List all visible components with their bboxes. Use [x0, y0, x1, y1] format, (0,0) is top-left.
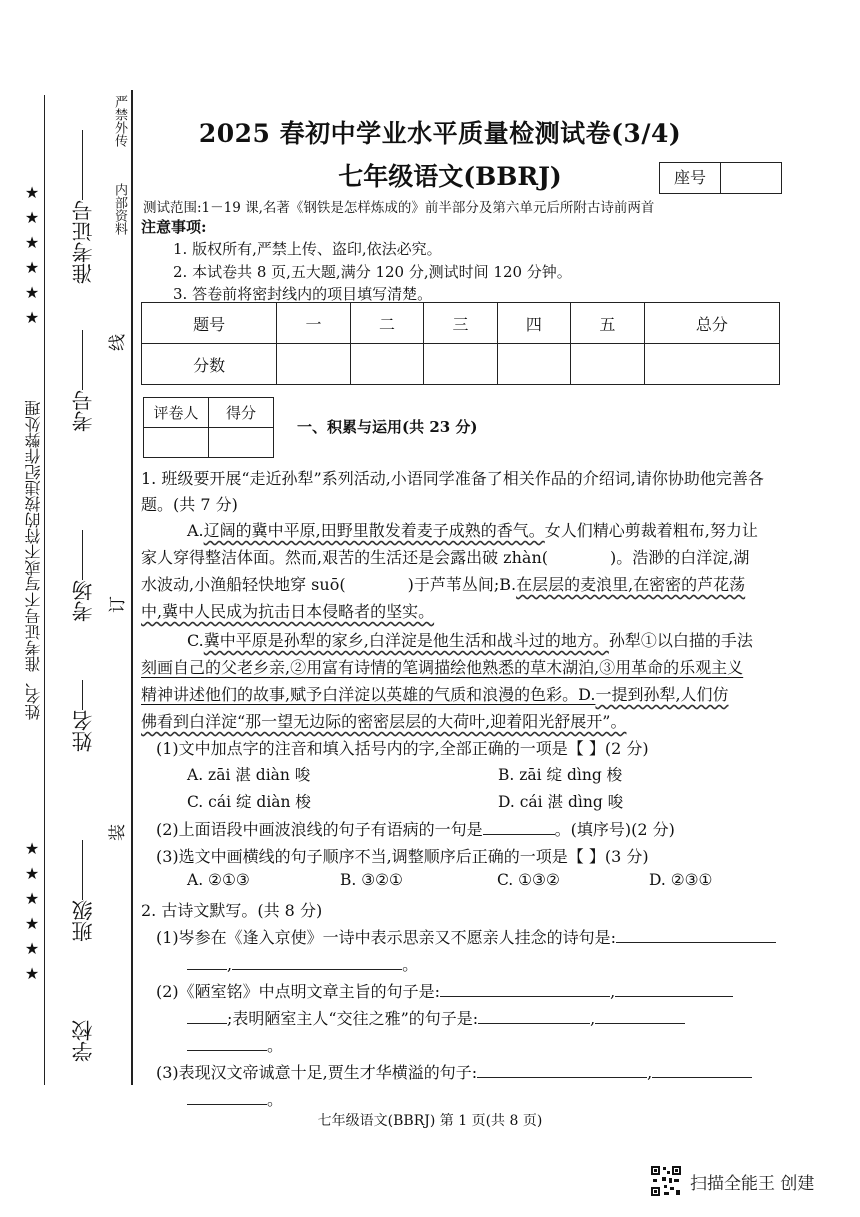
answer-blank[interactable]	[187, 1089, 267, 1105]
q2-part2-end: 。	[187, 1033, 283, 1056]
answer-blank[interactable]	[483, 819, 555, 835]
star-column-top: ★ ★ ★ ★ ★ ★	[22, 180, 42, 330]
seat-input[interactable]	[721, 163, 781, 193]
seat-label: 座号	[660, 163, 721, 193]
star-icon: ★	[24, 183, 40, 202]
no-outside-label: 严禁外传	[112, 95, 127, 147]
score-table	[141, 302, 780, 385]
grader-table	[143, 397, 274, 458]
table-header-cell: 四	[497, 303, 570, 344]
score-cell[interactable]	[644, 344, 779, 385]
table-header-cell: 总分	[644, 303, 779, 344]
seat-number-box[interactable]	[659, 162, 782, 194]
wavy-sentence-c: 冀中平原是孙犁的家乡,白洋淀是他生活和战斗过的地方。	[203, 631, 609, 650]
binding-rule	[131, 90, 133, 1085]
answer-blank[interactable]	[187, 1008, 227, 1024]
internal-label: 内部资料	[112, 183, 127, 235]
subquestion-2: (2)上面语段中画波浪线的句子有语病的一句是 。(填序号)(2 分)	[156, 820, 675, 839]
scanner-watermark	[650, 1165, 814, 1197]
passage-c-line: C.冀中平原是孙犁的家乡,白洋淀是他生活和战斗过的地方。孙犁①以白描的手法	[187, 631, 753, 650]
passage-line	[141, 709, 626, 732]
q1-stem-cont: 题。(共 7 分)	[141, 495, 238, 514]
answer-blank[interactable]	[616, 927, 776, 943]
passage-line	[141, 655, 743, 678]
table-header-cell: 二	[350, 303, 423, 344]
passage-a-line: A.辽阔的冀中平原,田野里散发着麦子成熟的香气。女人们精心剪裁着粗布,努力让	[187, 521, 758, 540]
points-cell[interactable]	[209, 428, 274, 458]
notice-item: 3. 答卷前将密封线内的项目填写清楚。	[173, 285, 433, 303]
answer-blank[interactable]	[187, 1035, 267, 1051]
subquestion-1: (1)文中加点字的注音和填入括号内的字,全部正确的一项是【 】(2 分)	[156, 739, 649, 758]
q2-part1-cont: , 。	[187, 952, 418, 975]
q1-stem: 1. 班级要开展“走近孙犁”系列活动,小语同学准备了相关作品的介绍词,请你协助他完善各	[141, 469, 764, 488]
exam-number-field[interactable]: 考号	[66, 330, 96, 432]
table-row	[142, 344, 780, 385]
score-cell[interactable]	[350, 344, 423, 385]
wavy-sentence-b-cont: 中,冀中人民成为抗击日本侵略者的坚实。	[141, 602, 435, 621]
exam-subtitle: 七年级语文(BBRJ)	[338, 162, 562, 191]
exam-room-field[interactable]: 考场	[66, 530, 96, 622]
score-cell[interactable]	[497, 344, 570, 385]
seal-mark-pack: 装	[108, 824, 128, 841]
star-icon: ★	[24, 839, 40, 858]
answer-blank[interactable]	[595, 1008, 685, 1024]
q2-part2-cont: ;表明陋室主人“交往之雅”的句子是: ,	[187, 1006, 685, 1029]
notice-title: 注意事项:	[141, 218, 207, 236]
subquestion-3: (3)选文中画横线的句子顺序不当,调整顺序后正确的一项是【 】(3 分)	[156, 847, 649, 866]
q2-part1: (1)岑参在《逢入京使》一诗中表示思亲又不愿亲人挂念的诗句是:	[156, 925, 776, 948]
option-d[interactable]: D. ②③①	[649, 871, 713, 889]
answer-blank[interactable]	[440, 981, 610, 997]
table-header-cell: 三	[424, 303, 497, 344]
passage-line: 精神讲述他们的故事,赋予白洋淀以英雄的气质和浪漫的色彩。D.一提到孙犁,人们仿	[141, 685, 729, 704]
notice-item: 2. 本试卷共 8 页,五大题,满分 120 分,测试时间 120 分钟。	[173, 263, 572, 281]
wavy-sentence-d: 一提到孙犁,人们仿	[595, 685, 729, 704]
score-row-label: 分数	[142, 344, 277, 385]
wavy-sentence-d-cont: 佛看到白洋淀“那一望无边际的密密层层的大荷叶,迎着阳光舒展开”。	[141, 712, 627, 731]
q2-part3-end: 。	[187, 1087, 283, 1110]
score-cell[interactable]	[571, 344, 644, 385]
table-header-cell: 一	[277, 303, 350, 344]
section-heading: 一、积累与运用(共 23 分)	[297, 418, 478, 436]
notice-item: 1. 版权所有,严禁上传、盗印,依法必究。	[173, 240, 442, 258]
binding-notice: 姓名、准考证号不写或不符的按违纪作弊处理	[24, 400, 43, 720]
table-row	[142, 303, 780, 344]
answer-blank[interactable]	[187, 954, 227, 970]
q2-part3: (3)表现汉文帝诚意十足,贾生才华横溢的句子: ,	[156, 1060, 752, 1083]
answer-blank[interactable]	[652, 1062, 752, 1078]
name-field[interactable]: 姓名	[66, 680, 96, 752]
table-header-cell: 五	[571, 303, 644, 344]
q2-stem: 2. 古诗文默写。(共 8 分)	[141, 901, 323, 920]
option-d[interactable]: D. cái 湛 dìng 唆	[498, 793, 624, 811]
grader-label: 评卷人	[144, 398, 209, 428]
score-cell[interactable]	[424, 344, 497, 385]
option-a[interactable]: A. ②①③	[187, 871, 250, 889]
option-c[interactable]: C. cái 绽 diàn 梭	[187, 793, 311, 811]
option-a[interactable]: A. zāi 湛 diàn 唆	[187, 766, 311, 784]
wavy-sentence-a: 辽阔的冀中平原,田野里散发着麦子成熟的香气。	[203, 521, 545, 540]
answer-blank[interactable]	[232, 954, 402, 970]
q2-part2: (2)《陋室铭》中点明文章主旨的句子是: ,	[156, 979, 733, 1002]
page-footer: 七年级语文(BBRJ) 第 1 页(共 8 页)	[317, 1113, 543, 1129]
underlined-sentences: 刻画自己的父老乡亲,②用富有诗情的笔调描绘他熟悉的草木湖泊,③用革命的乐观主义	[141, 658, 744, 677]
option-b[interactable]: B. ③②①	[340, 871, 403, 889]
option-b[interactable]: B. zāi 绽 dìng 梭	[498, 766, 623, 784]
exam-title: 2025 春初中学业水平质量检测试卷(3/4)	[198, 119, 682, 148]
answer-blank[interactable]	[478, 1008, 590, 1024]
option-c[interactable]: C. ①③②	[497, 871, 560, 889]
passage-line	[141, 599, 434, 622]
star-column-bottom: ★ ★ ★ ★ ★ ★	[22, 836, 42, 986]
scanner-label: 扫描全能王 创建	[690, 1173, 815, 1194]
grader-cell[interactable]	[144, 428, 209, 458]
wavy-sentence-b: 在层层的麦浪里,在密密的芦花荡	[516, 575, 746, 594]
points-label: 得分	[209, 398, 274, 428]
score-cell[interactable]	[277, 344, 350, 385]
test-scope: 测试范围:1－19 课,名著《钢铁是怎样炼成的》前半部分及第六单元后所附古诗前两首	[143, 200, 655, 216]
table-header-cell: 题号	[142, 303, 277, 344]
qr-code-icon	[650, 1165, 682, 1197]
seal-mark-line: 线	[108, 334, 128, 351]
answer-blank[interactable]	[477, 1062, 647, 1078]
class-field[interactable]: 班级	[66, 840, 96, 942]
passage-line: 水波动,小渔船轻快地穿 suō( )于芦苇丛间;B.在层层的麦浪里,在密密的芦花荡	[141, 575, 746, 594]
school-field[interactable]: 学校	[71, 1020, 95, 1062]
exam-id-field[interactable]: 准考证号	[66, 130, 96, 284]
seal-mark-bind: 订	[108, 596, 128, 613]
passage-line: 家人穿得整洁体面。然而,艰苦的生活还是会露出破 zhàn( )。浩渺的白洋淀,湖	[141, 548, 750, 567]
answer-blank[interactable]	[615, 981, 733, 997]
